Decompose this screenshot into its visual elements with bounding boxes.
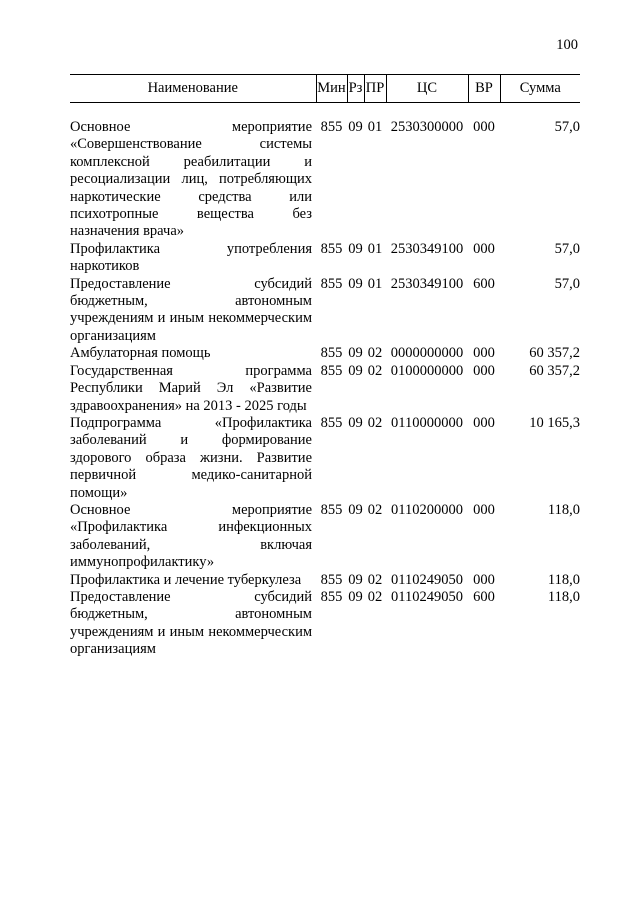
cell-pr: 01 — [367, 119, 383, 135]
cell-cs: 0110249050 — [391, 571, 463, 588]
cell-min: 855 — [320, 345, 343, 362]
cell-name: Подпрограмма «Профилактика заболеваний и формирование здорового образа жизни. Развитие первичной медико-санитарной помощи» — [70, 414, 312, 501]
cell-min: 855 — [320, 240, 343, 257]
cell-sum: 10 165,3 — [529, 414, 580, 431]
spacer-row — [70, 103, 580, 120]
cell-min: 855 — [320, 275, 343, 292]
cell-rz: 09 — [348, 240, 363, 257]
cell-sum: 57,0 — [554, 275, 580, 292]
cell-name: Профилактика и лечение туберкулеза — [70, 571, 302, 588]
cell-sum: 118,0 — [547, 571, 580, 588]
cell-rz: 09 — [348, 119, 363, 135]
cell-min: 855 — [320, 414, 343, 431]
header-cs: ЦС — [386, 75, 468, 103]
header-vr: ВР — [468, 75, 500, 103]
cell-pr: 02 — [367, 501, 383, 518]
cell-pr: 02 — [367, 414, 383, 431]
cell-rz: 09 — [348, 501, 363, 518]
cell-pr: 01 — [367, 240, 383, 257]
cell-vr: 000 — [473, 240, 495, 257]
cell-cs: 0110249050 — [391, 588, 463, 605]
table-row — [70, 415, 580, 502]
cell-vr: 000 — [473, 414, 495, 431]
cell-name: Предоставление субсидий бюджетным, автономным учреждениям и иным некоммерческим организациям — [70, 275, 312, 344]
table-header-row — [70, 75, 580, 103]
cell-name: Амбулаторная помощь — [70, 345, 211, 362]
cell-rz: 09 — [348, 414, 363, 431]
cell-pr: 02 — [367, 362, 383, 379]
cell-name: Основное мероприятие «Совершенствование системы комплексной реабилитации и ресоциализации лиц, потребляющих наркотические средства или психотропные вещества без назначения врача» — [70, 119, 312, 240]
cell-cs: 2530300000 — [390, 119, 464, 135]
cell-cs: 0100000000 — [390, 362, 464, 379]
header-pr: ПР — [364, 75, 386, 103]
table-row — [70, 241, 580, 276]
cell-cs: 0110000000 — [391, 414, 463, 431]
cell-sum: 118,0 — [547, 588, 580, 605]
table-row — [70, 589, 580, 659]
cell-cs: 0110200000 — [391, 501, 463, 518]
cell-sum: 60 357,2 — [529, 345, 580, 362]
cell-cs: 0000000000 — [390, 345, 464, 362]
cell-min: 855 — [320, 571, 343, 588]
cell-vr: 600 — [473, 588, 495, 605]
cell-vr: 000 — [473, 501, 495, 518]
header-rz: Рз — [347, 75, 364, 103]
cell-pr: 01 — [367, 275, 383, 292]
cell-sum: 57,0 — [554, 119, 580, 135]
table-row — [70, 119, 580, 241]
cell-vr: 000 — [473, 119, 495, 135]
cell-rz: 09 — [348, 588, 363, 605]
cell-pr: 02 — [367, 588, 383, 605]
cell-vr: 000 — [473, 362, 495, 379]
cell-name: Основное мероприятие «Профилактика инфекционных заболеваний, включая иммунопрофилактику» — [70, 501, 312, 571]
cell-vr: 600 — [473, 275, 495, 292]
table-row — [70, 363, 580, 415]
cell-sum: 60 357,2 — [529, 362, 580, 379]
cell-cs: 2530349100 — [390, 240, 464, 257]
cell-rz: 09 — [348, 571, 363, 588]
cell-pr: 02 — [367, 571, 383, 588]
cell-min: 855 — [320, 588, 343, 605]
header-sum: Сумма — [500, 75, 580, 103]
cell-rz: 09 — [348, 362, 363, 379]
budget-table — [70, 74, 580, 659]
cell-vr: 000 — [473, 571, 495, 588]
cell-rz: 09 — [348, 275, 363, 292]
table-row — [70, 502, 580, 572]
table-row — [70, 276, 580, 346]
table-body — [70, 103, 580, 659]
cell-name: Государственная программа Республики Марий Эл «Развитие здравоохранения» на 2013 - 2025 годы — [70, 362, 312, 414]
cell-min: 855 — [320, 362, 343, 379]
cell-sum: 57,0 — [554, 240, 580, 257]
cell-vr: 000 — [473, 345, 495, 362]
cell-name: Профилактика употребления наркотиков — [70, 240, 312, 275]
cell-sum: 118,0 — [547, 501, 580, 518]
cell-cs: 2530349100 — [390, 275, 464, 292]
cell-rz: 09 — [348, 345, 363, 362]
cell-min: 855 — [320, 119, 343, 135]
cell-min: 855 — [320, 501, 343, 518]
header-min: Мин — [316, 75, 347, 103]
header-name: Наименование — [70, 75, 316, 103]
table-row — [70, 345, 580, 362]
table-row — [70, 572, 580, 589]
cell-pr: 02 — [367, 345, 383, 362]
cell-name: Предоставление субсидий бюджетным, автономным учреждениям и иным некоммерческим организациям — [70, 588, 312, 658]
page-number: 100 — [556, 37, 578, 53]
